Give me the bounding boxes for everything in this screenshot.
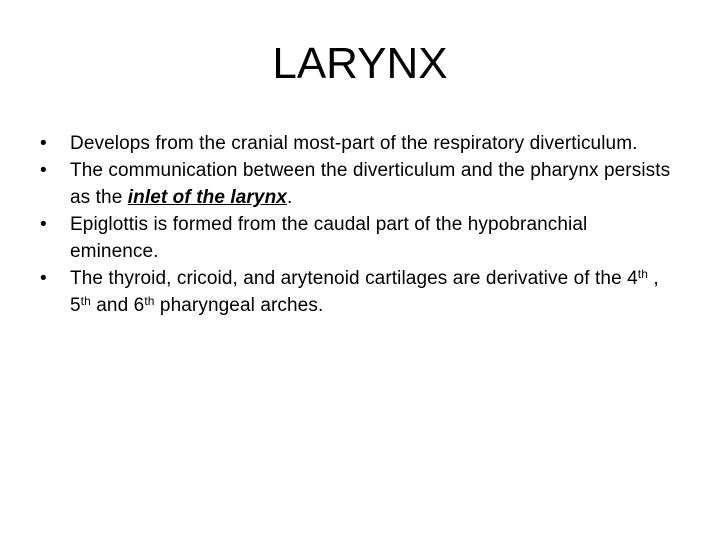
bullet-text: Develops from the cranial most-part of the respiratory diverticulum. xyxy=(70,133,638,154)
bullet-item xyxy=(36,157,676,211)
slide-title: LARYNX xyxy=(272,39,448,88)
bullet-icon: • xyxy=(40,160,47,181)
bullet-item xyxy=(36,211,676,265)
emphasized-term: inlet of the larynx xyxy=(127,187,287,208)
bullet-text: The thyroid, cricoid, and arytenoid cartilages are derivative of the 4 xyxy=(70,268,638,289)
bullet-text-part: , 5 xyxy=(70,268,659,316)
ordinal-suffix: th xyxy=(144,294,155,308)
bullet-icon: • xyxy=(40,133,47,154)
bullet-text-end: pharyngeal arches. xyxy=(154,295,324,316)
bullet-text-part: and 6 xyxy=(90,295,145,316)
bullet-icon: • xyxy=(40,268,47,289)
ordinal-suffix: th xyxy=(637,267,649,281)
bullet-item xyxy=(36,265,676,319)
bullet-icon: • xyxy=(40,214,47,235)
bullet-list xyxy=(36,130,676,319)
bullet-text: The communication between the diverticulum and the pharynx persists as the xyxy=(70,160,671,208)
ordinal-suffix: th xyxy=(80,294,91,308)
bullet-item xyxy=(36,130,676,157)
bullet-text-end: . xyxy=(286,187,293,208)
bullet-text: Epiglottis is formed from the caudal part of the hypobranchial eminence. xyxy=(70,214,588,262)
